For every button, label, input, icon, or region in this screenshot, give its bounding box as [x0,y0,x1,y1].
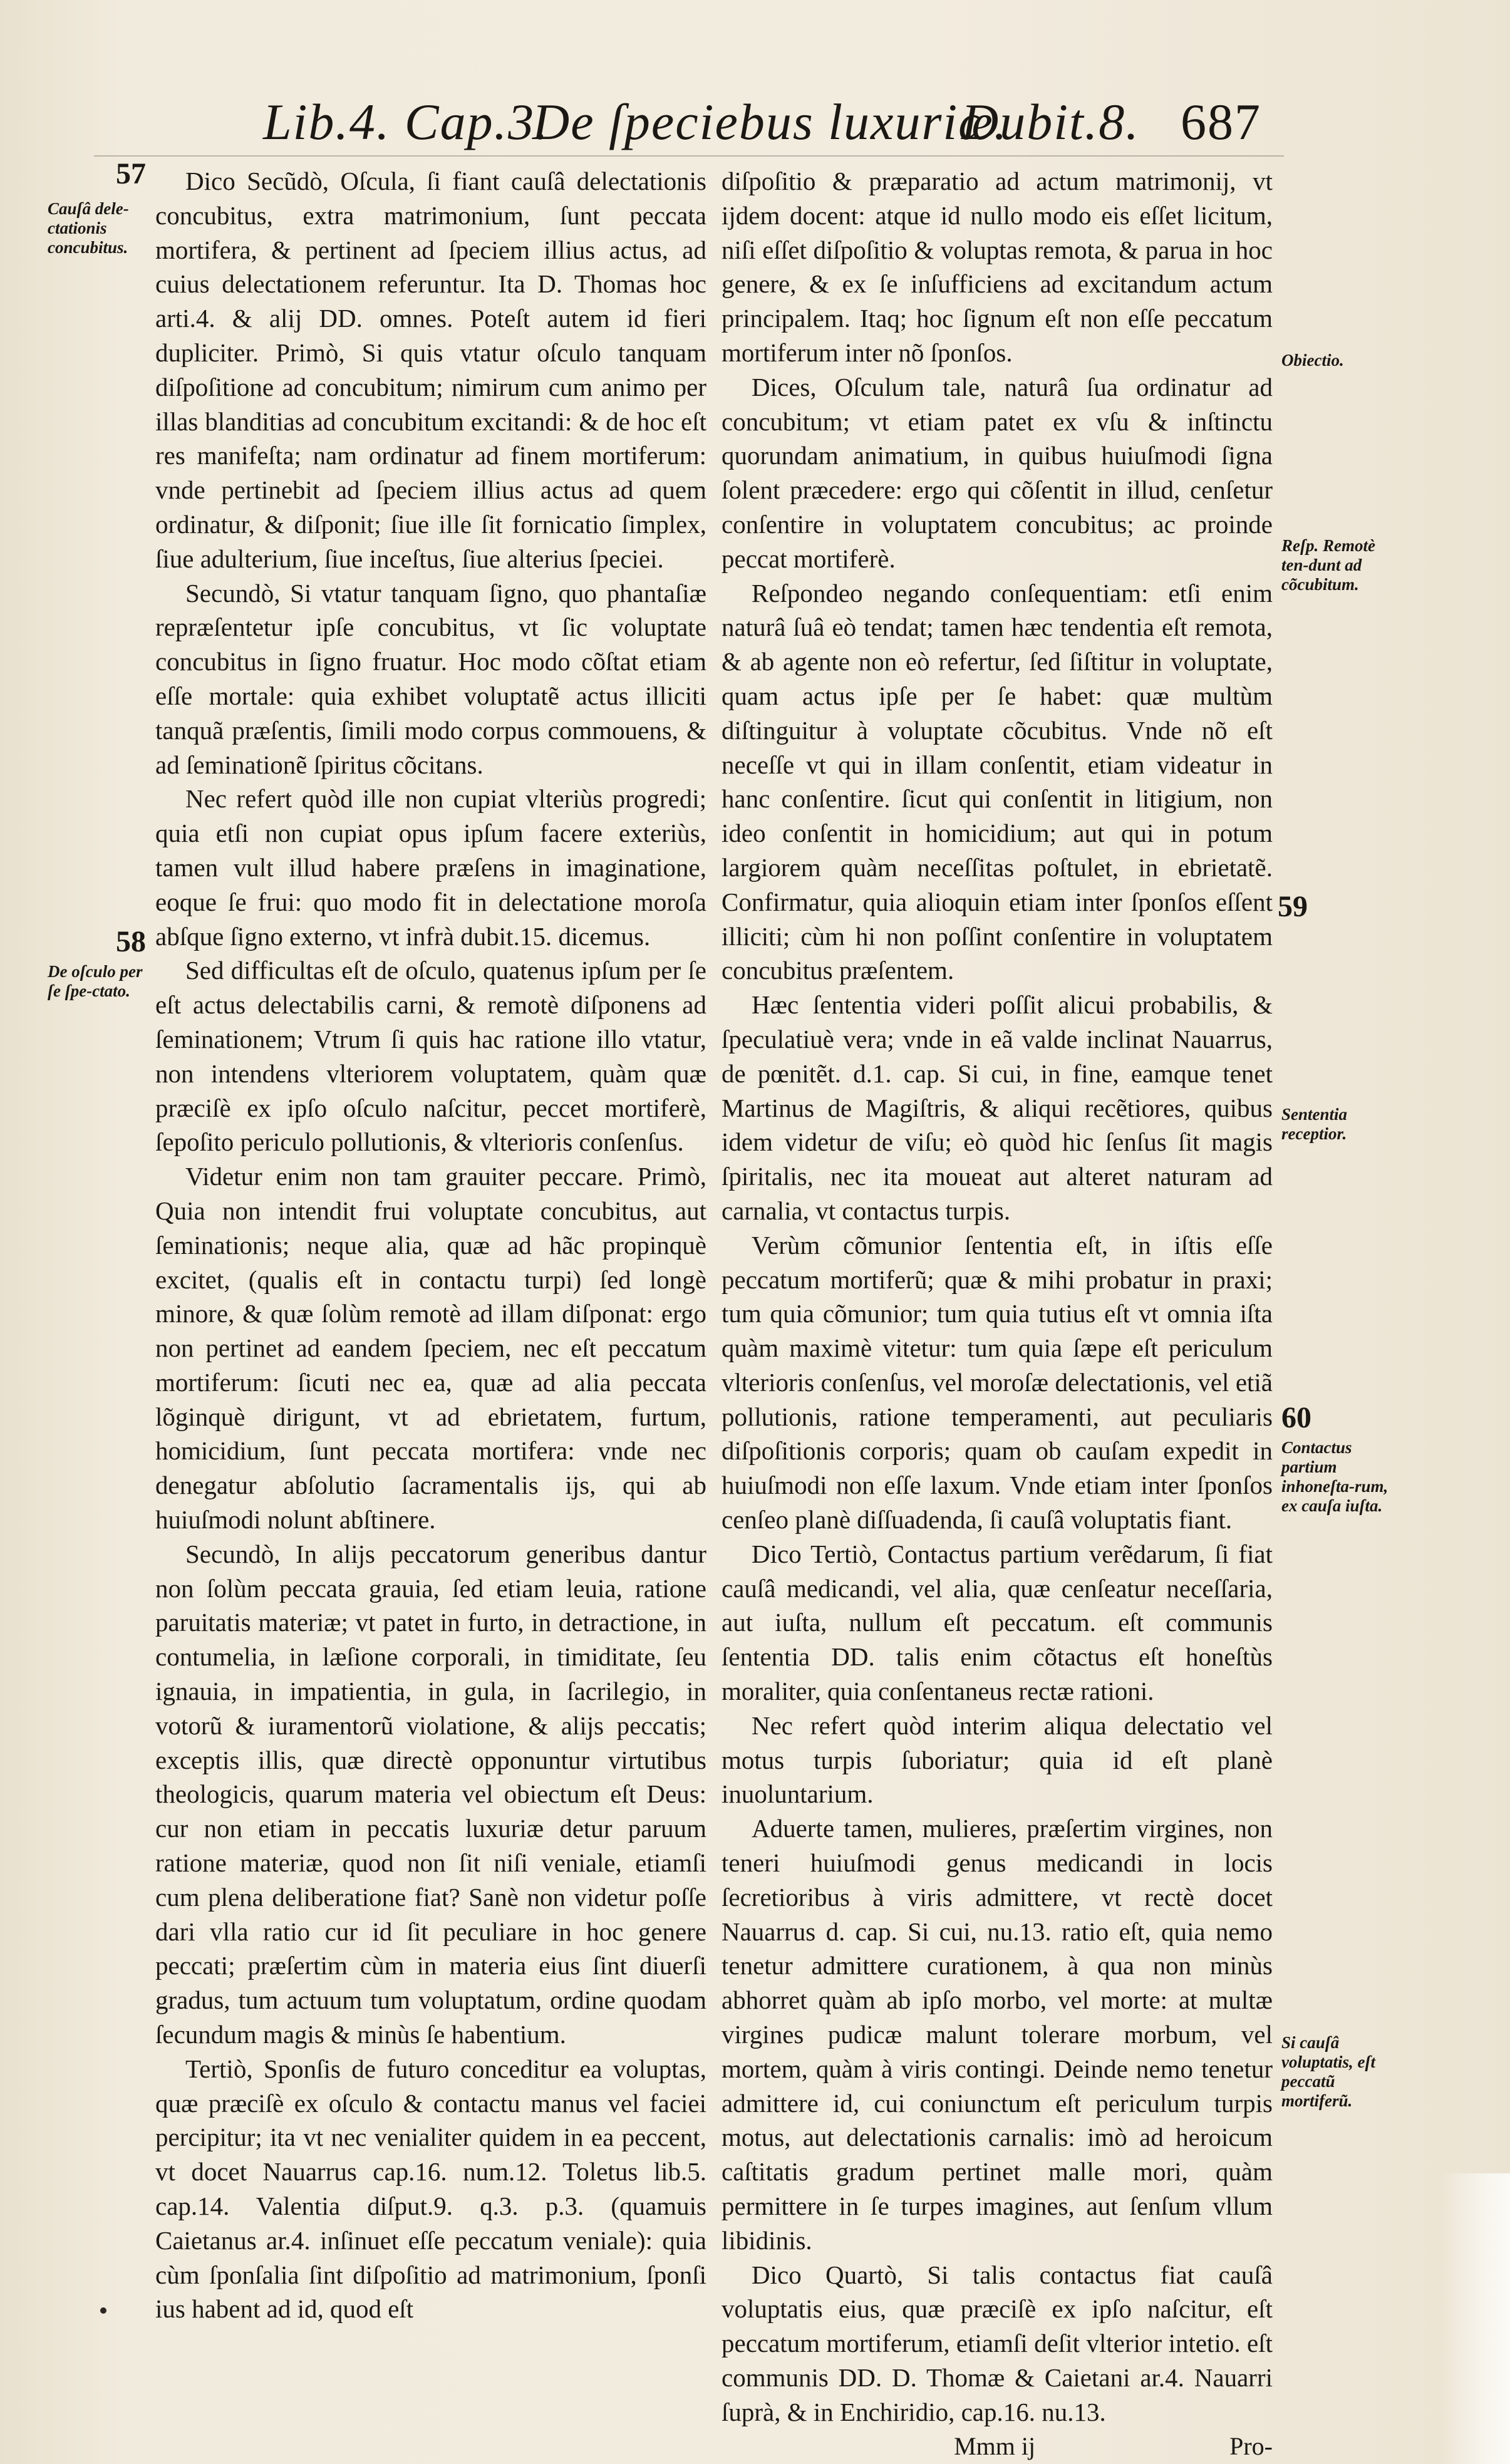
right-paragraph-8: Aduerte tamen, mulieres, præſertim virgines, non teneri huiuſmodi genus medicandi in locis ſecretioribus à viris admittere, vt rectè docet Nauarrus d. cap. Si cui, nu.13. ratio eſt, quia nemo tenetur admittere curationem, à qua non minùs abhorret quàm ab ipſo morbo, vel morte: at multæ virgines pudicæ malunt tolerare morbum, vel mortem, quàm à viris contingi. Deinde nemo tenetur admittere id, cui coniunctum eſt periculum turpis motus, aut delectationis carnalis: imò ad heroicum caſtitatis gradum pertinet malle mori, quàm permittere in ſe turpes imagines, aut ſenſum vllum libidinis. [721,1814,1273,2255]
right-paragraph-7: Nec refert quòd interim aliqua delectatio vel motus turpis ſuboriatur; quia id eſt planè inuoluntarium. [721,1711,1273,1809]
right-column [721,164,1273,2463]
left-paragraph-3: Nec refert quòd ille non cupiat vlteriùs progredi; quia etſi non cupiat opus ipſum facere exteriùs, tamen vult illud habere præſens in imaginatione, eoque ſe frui: quo modo fit in delectatione moroſa abſque ſigno externo, vt infrà dubit.15. dicemus. [155,784,706,951]
right-paragraph-5: Verùm cõmunior ſententia eſt, in iſtis eſſe peccatum mortiferũ; quæ & mihi probatur in praxi; tum quia cõmunior; tum quia tutius eſt vt omnia iſta quàm maximè vitetur: tum quia ſæpe eſt periculum vlterioris conſenſus, vel moroſæ delectationis, vel etiã pollutionis, ratione temperamenti, aut peculiaris diſpoſitionis corporis; quam ob cauſam expedit in huiuſmodi non eſſe laxum. Vnde etiam inter ſponſos cenſeo planè diſſuadenda, ſi cauſâ voluptatis fiant. [721,1230,1273,1535]
running-header [263,93,1261,162]
right-paragraph-4: Hæc ſententia videri poſſit alicui probabilis, & ſpeculatiuè vera; vnde in eã valde inclinat Nauarrus, de pœnitẽt. d.1. cap. Si cui, in fine, eamque tenet Martinus de Magiſtris, & aliqui recẽtiores, quibus idem videtur de viſu; eò quòd hic ſenſus ſit magis ſpiritalis, nec ita moueat aut alteret naturam ad carnalia, vt contactus turpis. [721,990,1273,1225]
right-paragraph-9: Dico Quartò, Si talis contactus fiat cauſâ voluptatis eius, quæ præciſè ex ipſo naſcitur, eſt peccatum mortiferum, etiamſi deſit vlterior intetio. eſt communis DD. D. Thomæ & Caietani ar.4. Nauarri ſuprà, & in Enchiridio, cap.16. nu.13. [721,2260,1273,2426]
left-paragraph-7: Tertiò, Sponſis de futuro conceditur ea voluptas, quæ præciſè ex oſculo & contactu manus vel faciei percipitur; ita vt nec venialiter quidem in ea peccent, vt docet Nauarrus cap.16. num.12. Toletus lib.5. cap.14. Valentia diſput.9. q.3. p.3. (quamuis Caietanus ar.4. inſinuet eſſe peccatum veniale): quia cùm ſponſalia ſint diſpoſitio ad matrimonium, ſponſi ius habent ad id, quod eſt [155,2054,706,2324]
ink-spot [100,2307,106,2314]
right-paragraph-1: diſpoſitio & præparatio ad actum matrimonij, vt ijdem docent: atque id nullo modo eis eſſet licitum, niſi eſſet diſpoſitio & voluptas remota, & parua in hoc genere, & ex ſe inſufficiens ad excitandum actum principalem. Itaq; hoc ſignum eſt non eſſe peccatum mortiferum inter nõ ſponſos. [721,167,1273,367]
left-paragraph-1: Dico Secũdò, Oſcula, ſi fiant cauſâ delectationis concubitus, extra matrimonium, ſunt peccata mortifera, & pertinent ad ſpeciem illius actus, ad cuius delectationem referuntur. Ita D. Thomas hoc arti.4. & alij DD. omnes. Poteſt autem id fieri dupliciter. Primò, Si quis vtatur oſculo tanquam diſpoſitione ad concubitum; nimirum cum animo per illas blanditias ad concubitum excitandi: & de hoc eſt res manifeſta; nam ordinatur ad finem mortiferum: vnde pertinebit ad ſpeciem illius actus ad quem ordinatur, & diſponit; ſiue ille ſit fornicatio ſimplex, ſiue adulterium, ſiue inceſtus, ſiue alterius ſpeciei. [155,167,706,573]
margin-number-60: 60 [1281,1401,1311,1434]
left-column [155,164,706,2326]
left-paragraph-4: Sed difficultas eſt de oſculo, quatenus ipſum per ſe eſt actus delectabilis carni, & remotè diſponens ad ſeminationem; Vtrum ſi quis hac ratione illo vtatur, non intendens vlteriorem voluptatem, quàm quæ præciſè ex ipſo oſculo naſcitur, peccet mortiferè, ſepoſito periculo pollutionis, & vlterioris conſenſus. [155,956,706,1157]
signature-mark: Mmm ij [954,2431,1036,2460]
page-number: 687 [1181,93,1261,150]
header-rule [94,155,1284,157]
header-title: De ſpeciebus luxuriæ. [532,93,1008,150]
left-paragraph-5: Videtur enim non tam grauiter peccare. Primò, Quia non intendit frui voluptate concubitus, aut ſeminationis; neque alia, quæ ad hãc propinquè excitet, (qualis eſt in contactu turpi) ſed longè minore, & quæ ſolùm remotè ad illam diſponat: ergo non pertinet ad eandem ſpeciem, nec eſt peccatum mortiferum: ſicuti nec ea, quæ ad alia peccata lõginquè dirigunt, vt ad ebrietatem, furtum, homicidium, ſunt peccata mortifera: vnde nec denegatur abſolutio ſacramentalis ijs, qui ab huiuſmodi nolunt abſtinere. [155,1162,706,1535]
page-edge-fade [1441,2173,1510,2464]
left-paragraph-6: Secundò, In alijs peccatorum generibus dantur non ſolùm peccata grauia, ſed etiam leuia, ratione paruitatis materiæ; vt patet in furto, in detractione, in contumelia, in læſione corporali, in timiditate, ſeu ignauia, in impatientia, in gula, in ſacrilegio, in votorũ & iuramentorũ violatione, & alijs peccatis; exceptis illis, quæ directè opponuntur virtutibus theologicis, quarum materia vel obiectum eſt Deus: cur non etiam in peccatis luxuriæ detur paruum ratione materiæ, quod non ſit niſi veniale, etiamſi cum plena deliberatione fiat? Sanè non videtur poſſe dari vlla ratio cur id ſit peculiare in hoc genere peccati; præſertim cùm in materia eius ſint diuerſi gradus, tum actuum tum voluptatum, ordine quodam ſecundum magis & minùs ſe habentium. [155,1539,706,2049]
right-paragraph-2: Dices, Oſculum tale, naturâ ſua ordinatur ad concubitum; vt etiam patet ex vſu & inſtinctu quorundam animatium, in quibus huiuſmodi ſigna ſolent præcedere: ergo qui cõſentit in illud, cenſetur conſentire in voluptatem concubitus; ac proinde peccat mortiferè. [721,372,1273,573]
margin-number-59: 59 [1278,890,1308,923]
margin-note-si-causa-voluptatis: Si cauſâ voluptatis, eſt peccatũ mortiferũ. [1281,2033,1375,2110]
margin-note-de-osculo: De oſculo per ſe ſpe-ctato. [48,962,143,1000]
right-paragraph-6: Dico Tertiò, Contactus partium verẽdarum, ſi fiat cauſâ medicandi, vel alia, quæ cenſeatur neceſſaria, aut iuſta, nullum eſt peccatum. eſt communis ſententia DD. talis enim cõtactus eſt honeſtùs moraliter, quia conſentaneus rectæ rationi. [721,1539,1273,1706]
header-dubit: Dubit.8. [961,93,1140,150]
header-book-chapter: Lib.4. Cap.3. [263,93,549,150]
margin-note-obiectio: Obiectio. [1281,351,1344,370]
margin-number-57: 57 [116,157,146,190]
catchword: Pro- [1229,2431,1273,2460]
margin-note-responsio: Reſp. Remotè ten-dunt ad cõcubitum. [1281,536,1375,594]
margin-note-contactus: Contactus partium inhoneſta-rum, ex cauſa iuſta. [1281,1438,1388,1515]
margin-note-sententia-receptior: Sententia receptior. [1281,1105,1348,1143]
margin-note-causa-delectationis: Cauſâ dele-ctationis concubitus. [48,199,129,257]
margin-number-58: 58 [116,925,146,958]
left-paragraph-2: Secundò, Si vtatur tanquam ſigno, quo phantaſiæ repræſentetur ipſe concubitus, vt ſic voluptate concubitus in ſigno fruatur. Hoc modo cõſtat etiam eſſe mortale: quia exhibet voluptatẽ actus illiciti tanquã præſentis, ſimili modo corpus commouens, & ad ſeminationẽ ſpiritus cõcitans. [155,578,706,779]
right-paragraph-3: Reſpondeo negando conſequentiam: etſi enim naturâ ſuâ eò tendat; tamen hæc tendentia eſt remota, & ab agente non eò refertur, ſed ſiſtitur in voluptate, quam actus ipſe per ſe habet: quæ multùm diſtinguitur à voluptate cõcubitus. Vnde nõ eſt neceſſe vt qui in illam conſentit, etiam videatur in hanc conſentire. ſicut qui conſentit in litigium, non ideo conſentit in homicidium; aut qui in potum largiorem quàm neceſſitas poſtulet, in ebrietatẽ. Confirmatur, quia alioquin etiam inter ſponſos eſſent illiciti; cùm hi non poſſint conſentire in voluptatem concubitus præſentem. [721,578,1273,985]
signature-line [721,2430,1273,2464]
